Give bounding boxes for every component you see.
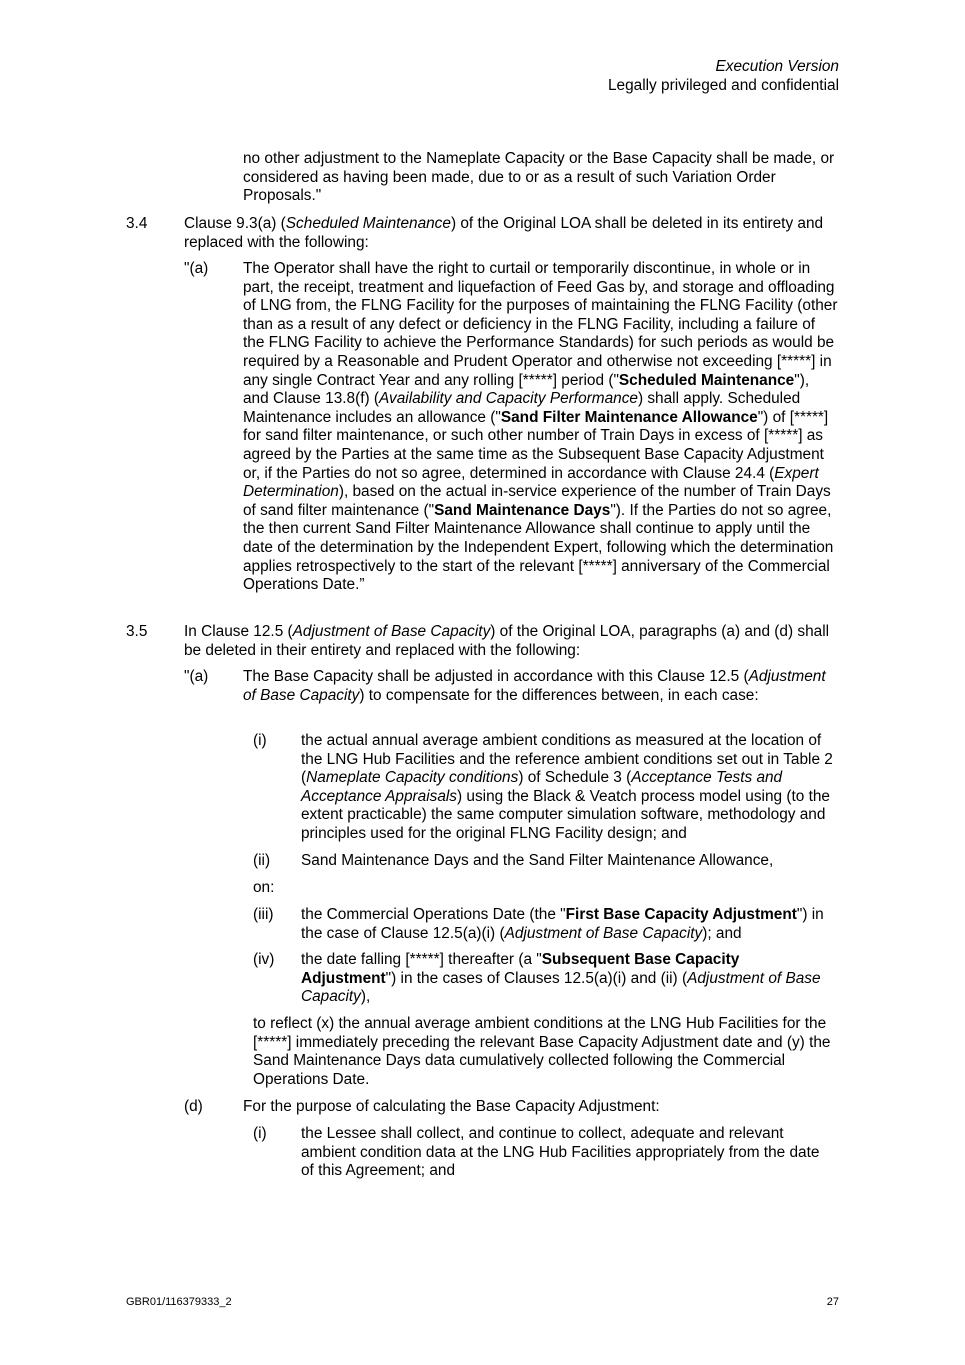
clause-3-5-number: 3.5 xyxy=(126,623,148,640)
clause-3-5-text: In Clause 12.5 (Adjustment of Base Capacity) of the Original LOA, paragraphs (a) and (d) shall be deleted in their entirety and replaced with the following: xyxy=(184,623,830,659)
clause-3-5-para-d-text: For the purpose of calculating the Base Capacity Adjustment: xyxy=(243,1098,660,1115)
header-confidentiality: Legally privileged and confidential xyxy=(607,77,839,94)
intro-paragraph: no other adjustment to the Nameplate Capacity or the Base Capacity shall be made, or considered as having been made, due to or as a result of such Variation Order Proposals." xyxy=(243,150,835,205)
item-iv-text: the date falling [*****] thereafter (a "Subsequent Base Capacity Adjustment") in the cases of Clauses 12.5(a)(i) and (ii) (Adjustment of Base Capacity), xyxy=(301,951,821,1006)
footer-doc-ref: GBR01/116379333_2 xyxy=(126,1296,232,1308)
item-ii-label: (ii) xyxy=(253,852,271,869)
item-ii-text: Sand Maintenance Days and the Sand Filter Maintenance Allowance, xyxy=(301,852,774,869)
header-execution-version: Execution Version xyxy=(715,58,839,75)
item-i-text: the actual annual average ambient conditions as measured at the location of the LNG Hub Facilities and the reference ambient conditions set out in Table 2 (Nameplate Capacity conditions) of Schedule 3 (Acceptance Tests and Acceptance Appraisals) using the Black & Veatch process model using (to the extent practicable) the same computer simulation software, methodology and principles used for the original FLNG Facility design; and xyxy=(301,732,833,842)
item-i-label: (i) xyxy=(253,732,267,749)
clause-3-5-para-d-label: (d) xyxy=(184,1098,203,1115)
reflect-paragraph: to reflect (x) the annual average ambient conditions at the LNG Hub Facilities for the [*****] immediately preceding the relevant Base Capacity Adjustment date and (y) the Sand Maintenance Days data cumulatively collected following the Commercial Operations Date. xyxy=(253,1015,831,1088)
clause-3-4-para-a-text: The Operator shall have the right to curtail or temporarily discontinue, in whole or in part, the receipt, treatment and liquefaction of Feed Gas by, and storage and offloading of LNG from, the FLNG Facility for the purposes of maintaining the FLNG Facility (other than as a result of any defect or deficiency in the FLNG Facility, including a failure of the FLNG Facility to achieve the Performance Standards) for such periods as would be required by a Reasonable and Prudent Operator and otherwise not exceeding [*****] in any single Contract Year and any rolling [*****] period ("Scheduled Maintenance"), and Clause 13.8(f) (Availability and Capacity Performance) shall apply. Scheduled Maintenance includes an allowance ("Sand Filter Maintenance Allowance") of [*****] for sand filter maintenance, or such other number of Train Days in excess of [*****] as agreed by the Parties at the same time as the Subsequent Base Capacity Adjustment or, if the Parties do not so agree, determined in accordance with Clause 24.4 (Expert Determination), based on the actual in-service experience of the number of Train Days of sand filter maintenance ("Sand Maintenance Days"). If the Parties do not so agree, the then current Sand Filter Maintenance Allowance shall continue to apply until the date of the determination by the Independent Expert, following which the determination applies retrospectively to the start of the relevant [*****] anniversary of the Commercial Operations Date.” xyxy=(243,260,838,594)
item-iii-label: (iii) xyxy=(253,906,274,923)
clause-3-5-para-a-label: "(a) xyxy=(184,668,209,685)
footer-page-number: 27 xyxy=(826,1296,839,1308)
clause-3-4-para-a-label: "(a) xyxy=(184,260,209,277)
clause-3-4-text: Clause 9.3(a) (Scheduled Maintenance) of the Original LOA shall be deleted in its entirety and replaced with the following: xyxy=(184,215,824,251)
item-d-i-text: the Lessee shall collect, and continue to collect, adequate and relevant ambient condition data at the LNG Hub Facilities appropriately from the date of this Agreement; and xyxy=(301,1125,820,1180)
clause-3-4-number: 3.4 xyxy=(126,215,148,232)
clause-3-5-para-a-text: The Base Capacity shall be adjusted in accordance with this Clause 12.5 (Adjustment of Base Capacity) to compensate for the differences between, in each case: xyxy=(243,668,826,704)
item-iii-text: the Commercial Operations Date (the "First Base Capacity Adjustment") in the case of Clause 12.5(a)(i) (Adjustment of Base Capacity); and xyxy=(301,906,824,942)
on-text: on: xyxy=(253,879,275,896)
item-iv-label: (iv) xyxy=(253,951,275,968)
item-d-i-label: (i) xyxy=(253,1125,267,1142)
